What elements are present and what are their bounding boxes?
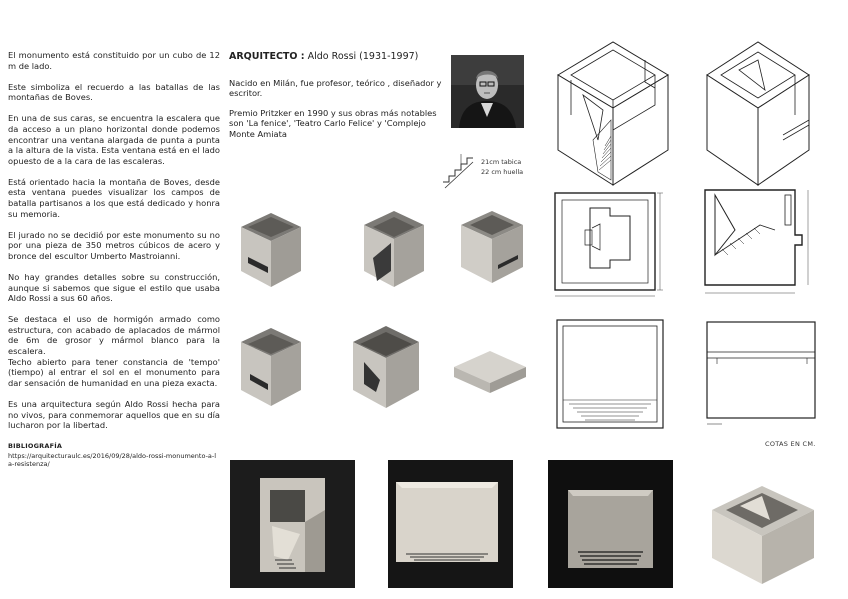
architect-portrait	[451, 55, 524, 128]
architect-bio: Nacido en Milán, fue profesor, teórico , diseñador y escritor.	[229, 77, 442, 99]
bibliography-url: https://arquitecturaulc.es/2016/09/28/aldo-rossi-monumento-a-la-resistenza/	[8, 451, 217, 468]
stair-note	[441, 150, 541, 190]
description-paragraph: El monumento está constituido por un cubo de 12 m de lado.	[8, 50, 220, 71]
plan-drawing	[550, 190, 685, 305]
model-photo	[388, 460, 513, 588]
dimensions-note: COTAS EN CM.	[765, 440, 816, 448]
description-paragraph: Está orientado hacia la montaña de Boves, desde esta ventana puedes visualizar los campos de batalla partisanos a los que está dedicado y honra su memoria.	[8, 176, 220, 219]
architect-heading	[229, 52, 443, 63]
model-photo	[548, 460, 673, 588]
bibliography-title: BIBLIOGRAFÍA	[8, 442, 63, 451]
architect-works: Premio Pritzker en 1990 y sus obras más notables son 'La fenice', 'Teatro Carlo Felice' y 'Complejo Monte Amiata	[229, 107, 437, 139]
section-drawing	[700, 185, 825, 300]
elevation-drawing	[702, 320, 822, 430]
description-paragraph: El jurado no se decidió por este monumento su no por una pieza de 350 metros cúbicos de acero y bronce del escultor Umberto Mastroianni.	[8, 229, 220, 261]
isometric-drawing	[553, 20, 673, 190]
stair-tread-label: 22 cm huella	[481, 168, 524, 176]
model-render	[238, 320, 304, 412]
model-render	[458, 203, 526, 287]
model-render	[451, 345, 529, 397]
description-column	[8, 50, 220, 468]
elevation-drawing	[555, 318, 665, 430]
description-paragraph: No hay grandes detalles sobre su construcción, aunque si sabemos que sigue el estilo que usaba Aldo Rossi a sus 60 años.	[8, 272, 220, 304]
isometric-drawing	[703, 20, 813, 190]
stair-sketch-icon	[441, 150, 479, 190]
description-paragraph: Este simboliza el recuerdo a las batallas de las montañas de Boves.	[8, 81, 220, 103]
model-render	[238, 205, 304, 293]
architect-name: Aldo Rossi (1931-1997)	[307, 51, 419, 62]
model-render	[361, 203, 427, 293]
description-paragraph: En una de sus caras, se encuentra la escalera que da acceso a un plano horizontal donde podemos encontrar una ventana alargada de punta a punta a la altura de la vista. Esta ventana está en el lado opuesto de a la cara de las escaleras.	[8, 113, 220, 166]
stair-riser-label: 21cm tabica	[481, 158, 522, 166]
model-render	[350, 318, 422, 413]
architect-label: ARQUITECTO :	[229, 51, 305, 62]
model-photo	[230, 460, 355, 588]
description-paragraph: Se destaca el uso de hormigón armado como estructura, con acabado de aplacados de mármol de 6m de grosor y mármol blanco para la escalera.	[8, 314, 220, 357]
architect-block	[229, 52, 443, 149]
description-paragraph: Techo abierto para tener constancia de 'tempo' (tiempo) al entrar el sol en el monumento para dar sensación de humanidad en una pieza exacta.	[8, 356, 220, 388]
description-paragraph: Es una arquitectura según Aldo Rossi hecha para no vivos, para conmemorar aquellos que en su día lucharon por la libertad.	[8, 398, 220, 431]
model-photo	[700, 460, 825, 588]
